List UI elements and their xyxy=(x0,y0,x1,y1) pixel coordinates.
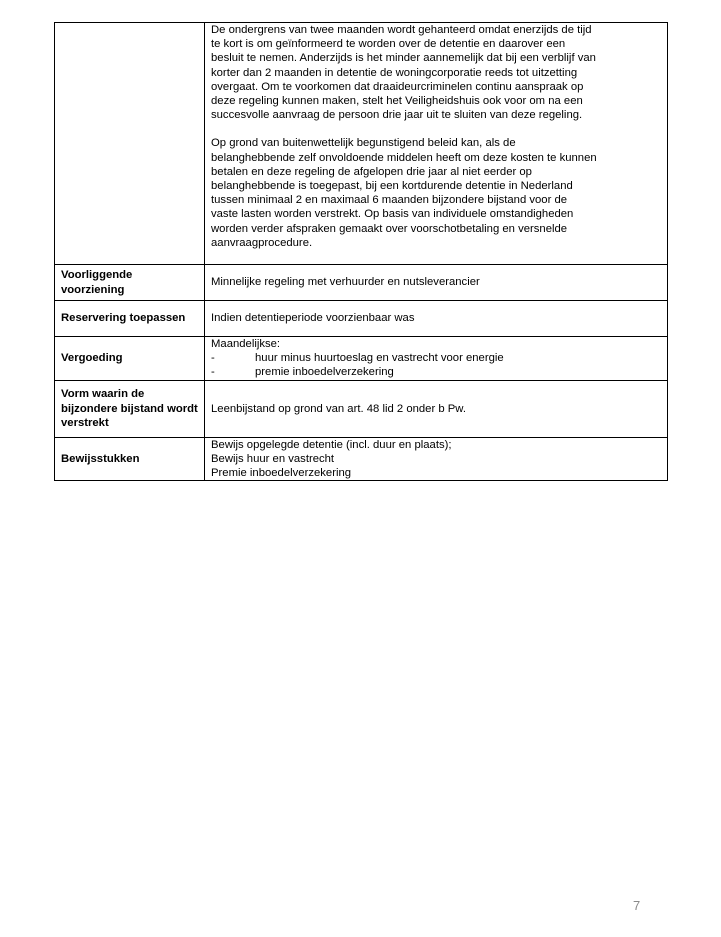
list-item xyxy=(211,351,661,365)
row-label: Bewijsstukken xyxy=(55,437,205,481)
table-row-explanation xyxy=(55,23,668,265)
table-row-bewijsstukken xyxy=(55,437,668,481)
vergoeding-intro: Maandelijkse: xyxy=(211,338,281,350)
row-value: Leenbijstand op grond van art. 48 lid 2 onder b Pw. xyxy=(205,380,668,437)
evidence-line: Bewijs opgelegde detentie (incl. duur en plaats); xyxy=(211,438,452,451)
row-value xyxy=(205,337,668,381)
explanation-paragraph-1: De ondergrens van twee maanden wordt gehanteerd omdat enerzijds de tijd te kort is om geïnformeerd te worden over de detentie en daarover een besluit te nemen. Anderzijds is het minder aannemelijk dat bij een verblijf van korter dan 2 maanden in detentie de woningcorporatie reeds tot uitzetting overgaat. Om te voorkomen dat draaideurcriminelen continu aanspraak op deze regeling kunnen maken, stelt het Veiligheidshuis ook voor om na een succesvolle aanvraag de persoon drie jaar uit te sluiten van deze regeling. xyxy=(211,24,596,122)
row-value: Indien detentieperiode voorzienbaar was xyxy=(205,301,668,337)
list-item xyxy=(211,365,661,379)
row-label: Voorliggende voorziening xyxy=(55,265,205,301)
explanation-paragraph-2: Op grond van buitenwettelijk begunstigend beleid kan, als de belanghebbende zelf onvoldoende middelen heeft om deze kosten te kunnen betalen en deze regeling de afgelopen drie jaar al niet eerder op belanghebbende is toegepast, bij een kortdurende detentie in Nederland tussen minimaal 2 en maximaal 6 maanden bijzondere bijstand voor de vaste lasten worden verstrekt. Op basis van individuele omstandigheden worden verder afspraken gemaakt over voorschotbetaling en versnelde aanvraagprocedure. xyxy=(211,137,597,249)
page-number: 7 xyxy=(633,898,641,913)
table-row-voorliggende-voorziening xyxy=(55,265,668,301)
row-value xyxy=(205,437,668,481)
row-label: Vergoeding xyxy=(55,337,205,381)
evidence-line: Bewijs huur en vastrecht xyxy=(211,452,335,465)
explanation-cell xyxy=(205,23,668,265)
regulation-table xyxy=(54,22,668,481)
table-row-vergoeding xyxy=(55,337,668,381)
empty-label-cell xyxy=(55,23,205,265)
table-row-vorm xyxy=(55,380,668,437)
list-item-text: premie inboedelverzekering xyxy=(255,366,394,379)
evidence-line: Premie inboedelverzekering xyxy=(211,467,352,480)
list-bullet: - xyxy=(211,366,215,379)
list-bullet: - xyxy=(211,352,215,365)
list-item-text: huur minus huurtoeslag en vastrecht voor energie xyxy=(255,352,504,365)
table-row-reservering xyxy=(55,301,668,337)
row-label: Vorm waarin de bijzondere bijstand wordt verstrekt xyxy=(55,380,205,437)
row-value: Minnelijke regeling met verhuurder en nutsleverancier xyxy=(205,265,668,301)
row-label: Reservering toepassen xyxy=(55,301,205,337)
